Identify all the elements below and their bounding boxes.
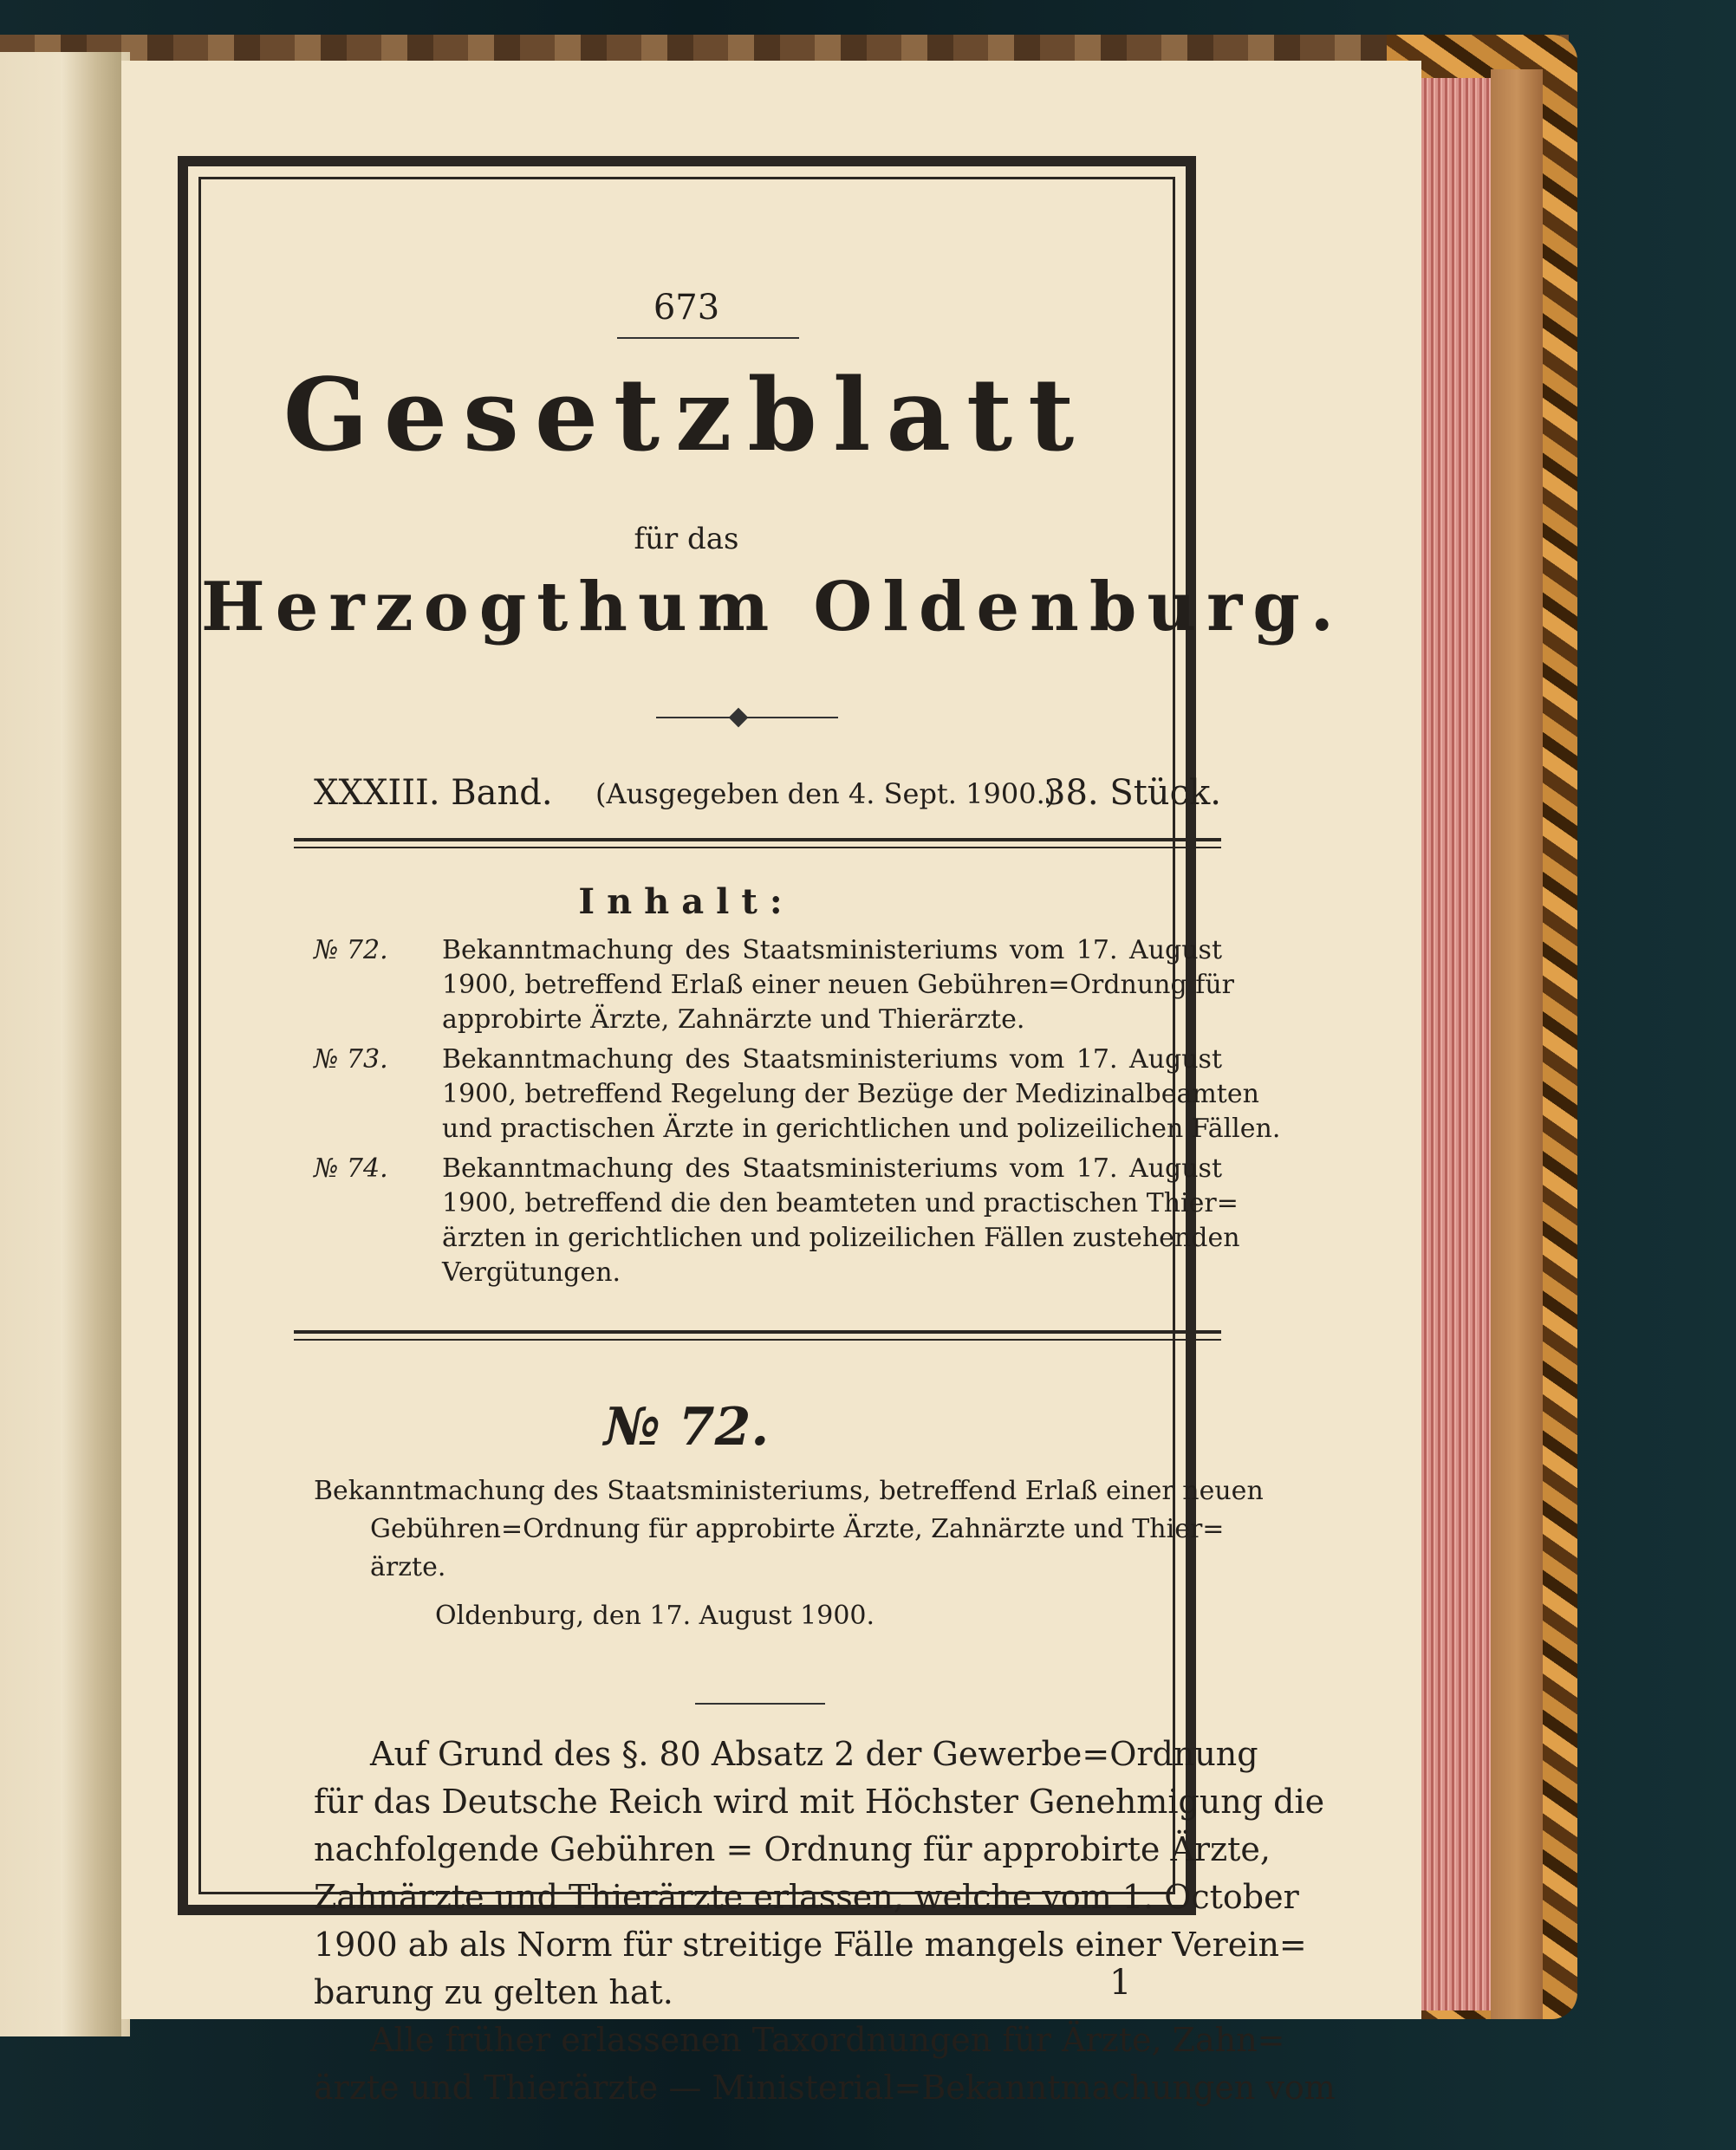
page-frame — [178, 156, 1344, 2107]
toc-line: 1900, betreffend Erlaß einer neuen Gebühren=Ordnung für — [442, 970, 1234, 1000]
toc-line: Bekanntmachung des Staatsministeriums vom 17. August — [442, 1044, 1222, 1075]
leather-spine — [1491, 69, 1543, 2019]
contents-heading: Inhalt: — [578, 881, 795, 922]
toc-line: Bekanntmachung des Staatsministeriums vom 17. August — [442, 935, 1222, 965]
frame-inner-border — [198, 177, 1344, 2107]
toc-line: ärzten in gerichtlichen und polizeilichen Fällen zustehenden — [442, 1223, 1240, 1253]
toc-line: approbirte Ärzte, Zahnärzte und Thierärzte. — [442, 1004, 1025, 1035]
double-rule-bottom — [294, 847, 1221, 848]
page-number: 673 — [653, 288, 720, 328]
toc-line: 1900, betreffend Regelung der Bezüge der Medizinalbeamten — [442, 1079, 1259, 1109]
issue-band: XXXIII. Band. — [314, 773, 553, 813]
toc-line: 1900, betreffend die den beamteten und practischen Thier= — [442, 1188, 1239, 1218]
short-rule — [695, 1703, 825, 1705]
body-line: barung zu gelten hat. — [314, 1973, 673, 2011]
announcement-line: ärzte. — [370, 1552, 446, 1582]
page-title: Gesetzblatt — [283, 357, 1090, 474]
section-rule-top — [294, 1330, 1221, 1334]
toc-number: № 74. — [314, 1153, 388, 1184]
body-line: nachfolgende Gebühren = Ordnung für approbirte Ärzte, — [314, 1830, 1271, 1868]
toc-line: Bekanntmachung des Staatsministeriums vom 17. August — [442, 1153, 1222, 1184]
footer-page-number: 1 — [1109, 1963, 1132, 2003]
body-line: ärzte und Thierärzte — Ministerial=Bekanntmachungen vom — [314, 2069, 1336, 2107]
body-line: Zahnärzte und Thierärzte erlassen, welche vom 1. October — [314, 1878, 1299, 1916]
subtitle-small: für das — [634, 522, 739, 556]
page-edges — [1421, 78, 1491, 2010]
gutter — [61, 52, 121, 2036]
body-line: Auf Grund des §. 80 Absatz 2 der Gewerbe=Ordnung — [370, 1735, 1258, 1773]
section-rule-bottom — [294, 1339, 1221, 1341]
issue-stueck: 38. Stück. — [1044, 773, 1221, 813]
page — [121, 61, 1421, 2107]
subtitle: Herzogthum Oldenburg. — [201, 568, 1344, 646]
issue-date: (Ausgegeben den 4. Sept. 1900.) — [595, 777, 1057, 810]
toc-line: Vergütungen. — [442, 1257, 621, 1288]
toc-number: № 73. — [314, 1044, 388, 1075]
body-line: Alle früher erlassenen Taxordnungen für Ärzte, Zahn= — [370, 2021, 1285, 2059]
toc-number: № 72. — [314, 935, 388, 965]
toc-line: und practischen Ärzte in gerichtlichen und polizeilichen Fällen. — [442, 1114, 1281, 1144]
place-date: Oldenburg, den 17. August 1900. — [435, 1601, 875, 1631]
page-number-rule — [617, 337, 799, 339]
body-line: 1900 ab als Norm für streitige Fälle mangels einer Verein= — [314, 1926, 1307, 1964]
body-line: für das Deutsche Reich wird mit Höchster Genehmigung die — [314, 1783, 1325, 1821]
announcement-line: Gebühren=Ordnung für approbirte Ärzte, Zahnärzte und Thier= — [370, 1514, 1225, 1544]
double-rule-top — [294, 838, 1221, 841]
announcement-line: Bekanntmachung des Staatsministeriums, betreffend Erlaß einer neuen — [314, 1476, 1264, 1506]
ornament-diamond — [729, 708, 749, 728]
section-heading: № 72. — [603, 1397, 770, 1458]
